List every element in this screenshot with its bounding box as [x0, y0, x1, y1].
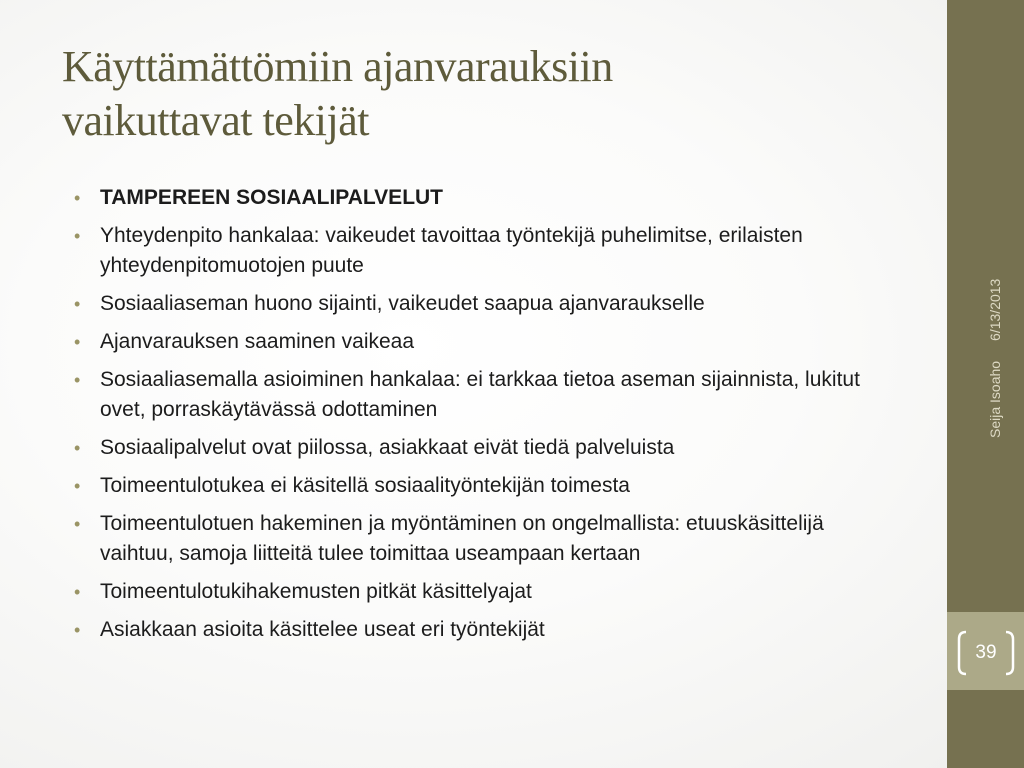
bullet-text: TAMPEREEN SOSIAALIPALVELUT: [100, 186, 444, 209]
bullet-icon: •: [74, 370, 81, 390]
footer-text: [985, 258, 1005, 438]
bullet-item-1: [72, 183, 892, 213]
bullet-icon: •: [74, 188, 81, 208]
bullet-icon: •: [74, 438, 81, 458]
bullet-item-3: [72, 289, 892, 319]
bullet-icon: •: [74, 620, 81, 640]
bullet-icon: •: [74, 226, 81, 246]
bullet-icon: •: [74, 476, 81, 496]
bullet-text: Sosiaaliasemalla asioiminen hankalaa: ei tarkkaa tietoa aseman sijainnista, lukitut ovet, porraskäytävässä odottaminen: [100, 368, 860, 421]
bullet-icon: •: [74, 294, 81, 314]
slide-title-line-2: vaikuttavat tekijät: [62, 96, 369, 145]
page-number-box: [956, 629, 1016, 677]
slide-title: [62, 40, 922, 148]
bullet-item-7: [72, 471, 892, 501]
bullet-item-9: [72, 577, 892, 607]
footer-date: 6/13/2013: [987, 278, 1003, 341]
bullet-text: Toimeentulotukihakemusten pitkät käsittelyajat: [100, 580, 532, 603]
bullet-icon: •: [74, 332, 81, 352]
footer-author: Seija Isoaho: [987, 360, 1003, 438]
bullet-icon: •: [74, 514, 81, 534]
bullet-text: Toimeentulotuen hakeminen ja myöntäminen on ongelmallista: etuuskäsittelijä vaihtuu, samoja liitteitä tulee toimittaa useampaan kertaan: [100, 512, 824, 565]
bullet-text: Sosiaaliaseman huono sijainti, vaikeudet saapua ajanvaraukselle: [100, 292, 705, 315]
bullet-icon: •: [74, 582, 81, 602]
bullet-item-10: [72, 615, 892, 645]
slide-title-line-1: Käyttämättömiin ajanvarauksiin: [62, 42, 613, 91]
bullet-text: Ajanvarauksen saaminen vaikeaa: [100, 330, 415, 353]
bullet-item-8: [72, 509, 892, 569]
bullet-item-6: [72, 433, 892, 463]
bullet-item-2: [72, 221, 892, 281]
bullet-item-5: [72, 365, 892, 425]
bullet-text: Yhteydenpito hankalaa: vaikeudet tavoittaa työntekijä puhelimitse, erilaisten yhteydenpitomuotojen puute: [100, 224, 803, 277]
bullet-item-4: [72, 327, 892, 357]
vertical-footer: [985, 258, 1005, 438]
page-number: 39: [975, 642, 997, 663]
bullet-text: Asiakkaan asioita käsittelee useat eri työntekijät: [100, 618, 545, 641]
bullet-text: Sosiaalipalvelut ovat piilossa, asiakkaat eivät tiedä palveluista: [100, 436, 675, 459]
bullet-list: [72, 183, 892, 653]
bullet-text: Toimeentulotukea ei käsitellä sosiaalityöntekijän toimesta: [100, 474, 630, 497]
